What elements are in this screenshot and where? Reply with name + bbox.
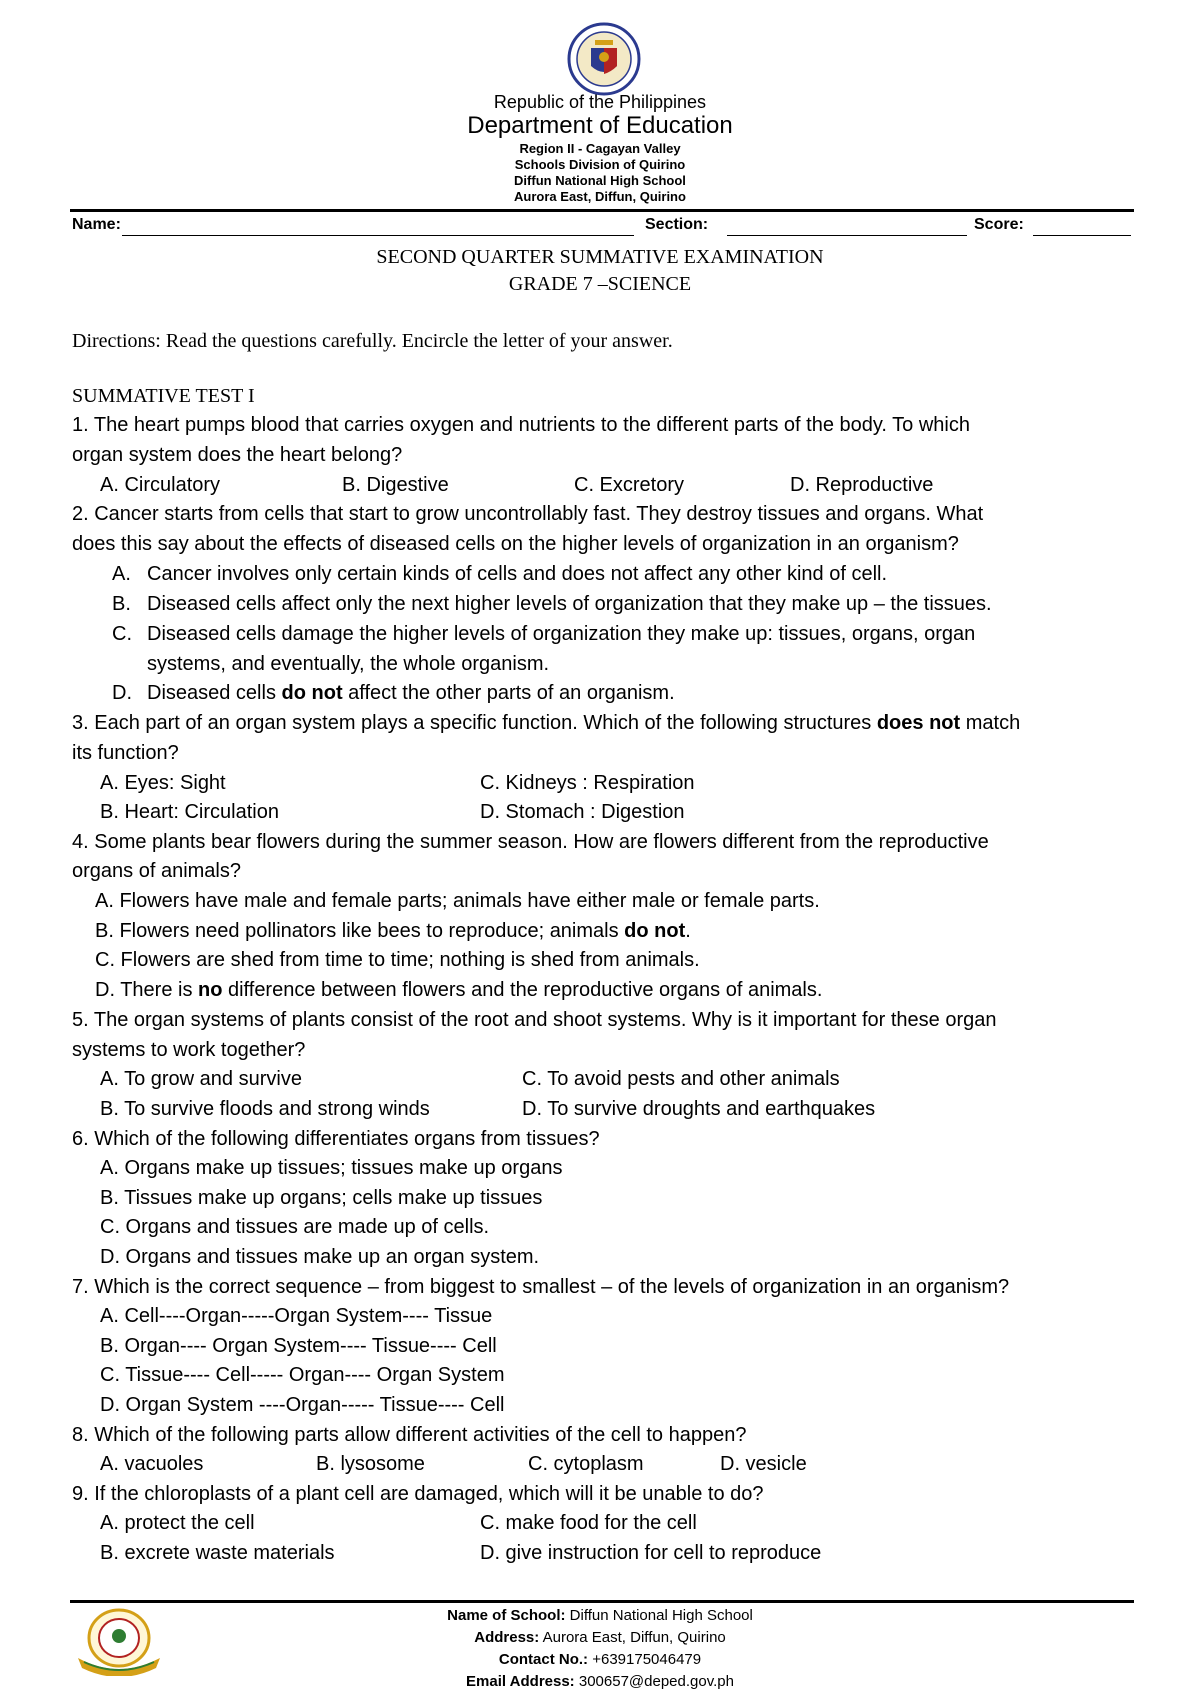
region-label: Region II - Cagayan Valley xyxy=(519,141,681,156)
q5-stem-line1: 5. The organ systems of plants consist of the root and shoot systems. Why is it important for these organ xyxy=(72,1009,997,1031)
q9-choice-c[interactable]: C. make food for the cell xyxy=(480,1512,697,1534)
test-label: SUMMATIVE TEST I xyxy=(72,385,255,407)
q8-choice-b[interactable]: B. lysosome xyxy=(316,1453,425,1475)
header-divider xyxy=(70,209,1134,212)
q7-choice-d[interactable]: D. Organ System ----Organ----- Tissue---- Cell xyxy=(100,1394,505,1416)
q8-choice-d[interactable]: D. vesicle xyxy=(720,1453,807,1475)
q3-stem-line1: 3. Each part of an organ system plays a specific function. Which of the following structures does not match xyxy=(72,712,1021,734)
footer-email[interactable]: Email Address: 300657@deped.gov.ph xyxy=(466,1673,734,1690)
q1-choice-c[interactable]: C. Excretory xyxy=(574,474,685,496)
division-label: Schools Division of Quirino xyxy=(514,157,686,172)
q2-choice-c-line1[interactable]: Diseased cells damage the higher levels of organization they make up: tissues, organs, organ xyxy=(147,623,976,645)
exam-title: SECOND QUARTER SUMMATIVE EXAMINATION xyxy=(376,246,824,268)
q4-choice-d[interactable]: D. There is no difference between flowers and the reproductive organs of animals. xyxy=(95,979,823,1001)
exam-subtitle: GRADE 7 –SCIENCE xyxy=(508,273,692,295)
q2-stem-line2: does this say about the effects of diseased cells on the higher levels of organization in an organism? xyxy=(72,533,959,555)
footer-school: Name of School: Diffun National High School xyxy=(447,1607,753,1624)
directions: Directions: Read the questions carefully. Encircle the letter of your answer. xyxy=(72,330,673,352)
q4-stem-line1: 4. Some plants bear flowers during the summer season. How are flowers different from the reproductive xyxy=(72,831,989,853)
q1-choice-d[interactable]: D. Reproductive xyxy=(790,474,934,496)
name-label: Name: xyxy=(72,216,121,233)
footer-address: Address: Aurora East, Diffun, Quirino xyxy=(474,1629,726,1646)
name-field[interactable] xyxy=(122,235,634,236)
q5-choice-d[interactable]: D. To survive droughts and earthquakes xyxy=(522,1098,876,1120)
q7-choice-a[interactable]: A. Cell----Organ-----Organ System---- Tissue xyxy=(100,1305,493,1327)
q9-stem-line1: 9. If the chloroplasts of a plant cell are damaged, which will it be unable to do? xyxy=(72,1483,764,1505)
q2-choice-a-letter[interactable]: A. xyxy=(112,563,131,585)
q5-choice-b[interactable]: B. To survive floods and strong winds xyxy=(100,1098,430,1120)
q9-choice-d[interactable]: D. give instruction for cell to reproduce xyxy=(480,1542,822,1564)
q4-choice-a[interactable]: A. Flowers have male and female parts; animals have either male or female parts. xyxy=(95,890,820,912)
q2-choice-b-letter[interactable]: B. xyxy=(112,593,131,615)
q2-choice-d[interactable]: Diseased cells do not affect the other parts of an organism. xyxy=(147,682,675,704)
q1-choice-b[interactable]: B. Digestive xyxy=(342,474,449,496)
q2-choice-b[interactable]: Diseased cells affect only the next higher levels of organization that they make up – the tissues. xyxy=(147,593,992,615)
q7-stem-line1: 7. Which is the correct sequence – from biggest to smallest – of the levels of organization in an organism? xyxy=(72,1276,1010,1298)
q5-choice-c[interactable]: C. To avoid pests and other animals xyxy=(522,1068,840,1090)
q3-choice-c[interactable]: C. Kidneys : Respiration xyxy=(480,772,695,794)
q4-choice-c[interactable]: C. Flowers are shed from time to time; nothing is shed from animals. xyxy=(95,949,700,971)
q4-stem-line2: organs of animals? xyxy=(72,860,241,882)
section-field[interactable] xyxy=(727,235,967,236)
school-label: Diffun National High School xyxy=(514,173,686,188)
q6-choice-c[interactable]: C. Organs and tissues are made up of cells. xyxy=(100,1216,490,1238)
q2-choice-d-letter[interactable]: D. xyxy=(112,682,132,704)
q3-choice-b[interactable]: B. Heart: Circulation xyxy=(100,801,279,823)
q1-stem-line1: 1. The heart pumps blood that carries oxygen and nutrients to the different parts of the body. To which xyxy=(72,414,970,436)
q8-choice-a[interactable]: A. vacuoles xyxy=(100,1453,204,1475)
q1-choice-a[interactable]: A. Circulatory xyxy=(100,474,221,496)
footer-contact: Contact No.: +639175046479 xyxy=(498,1651,702,1668)
q1-stem-line2: organ system does the heart belong? xyxy=(72,444,403,466)
q6-choice-a[interactable]: A. Organs make up tissues; tissues make up organs xyxy=(100,1157,563,1179)
q3-stem-line2: its function? xyxy=(72,742,179,764)
q4-choice-b[interactable]: B. Flowers need pollinators like bees to reproduce; animals do not. xyxy=(95,920,691,942)
q7-choice-c[interactable]: C. Tissue---- Cell----- Organ---- Organ System xyxy=(100,1364,505,1386)
q2-stem-line1: 2. Cancer starts from cells that start to grow uncontrollably fast. They destroy tissues and organs. What xyxy=(72,503,984,525)
q6-choice-d[interactable]: D. Organs and tissues make up an organ system. xyxy=(100,1246,540,1268)
score-field[interactable] xyxy=(1033,235,1131,236)
q7-choice-b[interactable]: B. Organ---- Organ System---- Tissue---- Cell xyxy=(100,1335,497,1357)
q9-choice-b[interactable]: B. excrete waste materials xyxy=(100,1542,335,1564)
q2-choice-c-line2[interactable]: systems, and eventually, the whole organism. xyxy=(147,653,550,675)
q3-choice-a[interactable]: A. Eyes: Sight xyxy=(100,772,226,794)
q6-choice-b[interactable]: B. Tissues make up organs; cells make up tissues xyxy=(100,1187,543,1209)
q8-choice-c[interactable]: C. cytoplasm xyxy=(528,1453,644,1475)
republic-label: Republic of the Philippines xyxy=(493,92,707,112)
score-label: Score: xyxy=(974,216,1024,233)
school-address-label: Aurora East, Diffun, Quirino xyxy=(514,189,686,204)
q2-choice-c-letter[interactable]: C. xyxy=(112,623,132,645)
deped-seal-icon xyxy=(567,22,641,96)
q3-choice-d[interactable]: D. Stomach : Digestion xyxy=(480,801,685,823)
q2-choice-a[interactable]: Cancer involves only certain kinds of cells and does not affect any other kind of cell. xyxy=(147,563,888,585)
section-label: Section: xyxy=(645,216,709,233)
q5-stem-line2: systems to work together? xyxy=(72,1039,306,1061)
q9-choice-a[interactable]: A. protect the cell xyxy=(100,1512,255,1534)
footer-divider xyxy=(70,1600,1134,1603)
q6-stem-line1: 6. Which of the following differentiates organs from tissues? xyxy=(72,1128,600,1150)
q5-choice-a[interactable]: A. To grow and survive xyxy=(100,1068,302,1090)
q8-stem-line1: 8. Which of the following parts allow different activities of the cell to happen? xyxy=(72,1424,747,1446)
department-label: Department of Education xyxy=(467,112,733,139)
